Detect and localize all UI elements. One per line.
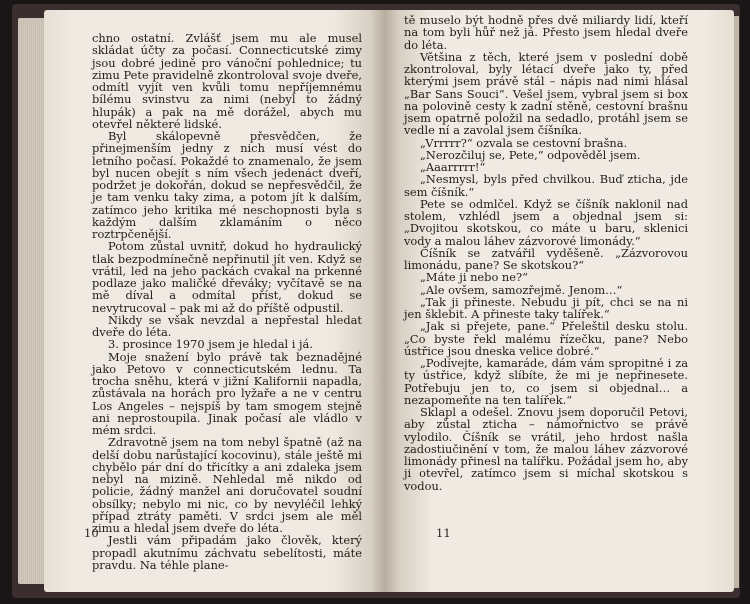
page-stack-edge-left [18,18,44,584]
paragraph: Pete se odmlčel. Když se číšník naklonil nad stolem, vzhlédl jsem a objednal jsem si: „Dvojitou skotskou, co máte u baru, sklenici vody a malou láhev zázvorové limonády.“ [404,196,688,248]
paragraph: „Podívejte, kamaráde, dám vám spropitné i za ty ústřice, když slíbíte, že mi je nepřinesete. Potřebuju jen to, co jsem si objednal… a nezapomeňte na ten talířek.“ [404,356,688,407]
page-number: 10 [84,526,99,540]
paragraph: „Ale ovšem, samozřejmě. Jenom…“ [420,282,623,297]
page-stack-edge-right [734,16,739,588]
paragraph: Zdravotně jsem na tom nebyl špatně (až na delší dobu narůstající kocovinu), stále ještě mi chybělo pár dní do třicítky a ani zdaleka jsem nebyl na mizině. Nehledal mě nikdo od policie, žádný manžel ani doručovatel soudní obsílky; nebylo mi nic, co by nevyléčil lehký případ ztráty paměti. V srdci jsem ale měl zimu a hledal jsem dveře do léta. [92,435,362,535]
paragraph: Moje snažení bylo právě tak beznadějné jako Petovo v connecticutském lednu. Ta trocha sněhu, která v jižní Kalifornii napadla, zůstávala na horách pro lyžaře a ne v centru Los Angeles – nejspíš by tam smogem stejně ani neprostoupila. Jinak počasí ale vládlo v mém srdci. [92,349,362,437]
paragraph: Jestli vám připadám jako člověk, který propadl akutnímu záchvatu sebelítosti, máte pravdu. Na téhle plane- [92,533,362,572]
paragraph: Byl skálopevně přesvědčen, že přinejmenším jedny z nich musí vést do letního počasí. Pokaždé to znamenalo, že jsem byl nucen obejít s ním všech jedenáct dveří, podržet je dokořán, dokud se nepřesvědčil, že je tam venku taky zima, a potom jít k dalším, zatímco jeho kritika mé neschopnosti byla s každým dalším zklamáním o něco roztrpčenější. [92,129,362,241]
paragraph: „Jak si přejete, pane.“ Přeleštil desku stolu. „Co byste řekl malému řízečku, pane? Nebo ústřice jsou dneska velice dobré.“ [404,319,688,358]
open-book [12,4,740,598]
paragraph: „Nesmysl, byls před chvilkou. Buď zticha, jde sem číšník.“ [404,172,688,199]
right-page-text [404,14,688,492]
paragraph: 3. prosince 1970 jsem je hledal i já. [108,337,313,352]
page-number: 11 [436,526,451,540]
paragraph: „Vrrrrr?“ ozvala se cestovní brašna. [420,135,628,150]
paragraph: Sklapl a odešel. Znovu jsem doporučil Petovi, aby zůstal zticha – námořnictvo se právě vylodilo. Číšník se vrátil, jeho hrdost našla zadostiučinění v tom, že malou láhev zázvorové limonády přinesl na talířku. Požádal jsem ho, aby ji otevřel, zatímco jsem si míchal skotskou s vodou. [404,405,689,493]
paragraph: „Tak ji přineste. Nebudu ji pít, chci se na ni jen šklebit. A přineste taky talířek.“ [404,294,688,321]
paragraph: Většina z těch, které jsem v poslední době zkontroloval, byly létací dveře jako ty, před kterými jsem právě stál – nápis nad nimi hlásal „Bar Sans Souci“. Vešel jsem, vybral jsem si box na polovině cesty k zadní stěně, cestovní brašnu jsem opatrně položil na sedadlo, protáhl jsem se vedle ní a zavolal jsem číšníka. [404,49,688,138]
paragraph: Potom zůstal uvnitř, dokud ho hydraulický tlak bezpodmínečně nepřinutil jít ven. Když se vrátil, led na jeho packách cvakal na prkenné podlaze jako maličké dřeváky; vyčítavě se na mě díval a odmítal příst, dokud se nevytrucoval – pak mi až do příště odpustil. [92,239,362,315]
right-page [384,10,734,592]
paragraph: tě muselo být hodně přes dvě miliardy lidí, kteří na tom byli hůř než já. Přesto jsem hledal dveře do léta. [404,13,688,52]
paragraph: „Nerozčiluj se, Pete,“ odpověděl jsem. [420,147,641,162]
paragraph: chno ostatní. Zvlášť jsem mu ale musel skládat účty za počasí. Connecticutské zimy jsou dobré jedině pro vánoční pohlednice; tu zimu Pete pravidelně zkontroloval svoje dveře, odmítl vyjít ven kvůli tomu nepříjemnému bílému svinstvu za nimi (nebyl to žádný hlupák) a pak na mě dorážel, abych mu otevřel některé lidské. [92,31,362,131]
left-page-text [92,32,362,571]
paragraph: „Máte ji nebo ne?“ [420,270,528,285]
paragraph: Nikdy se však nevzdal a nepřestal hledat dveře do léta. [92,312,362,339]
left-page [44,10,384,592]
paragraph: „Aaarrrrr!“ [420,160,486,174]
paragraph: Číšník se zatvářil vyděšeně. „Zázvorovou limonádu, pane? Se skotskou?“ [404,245,688,272]
